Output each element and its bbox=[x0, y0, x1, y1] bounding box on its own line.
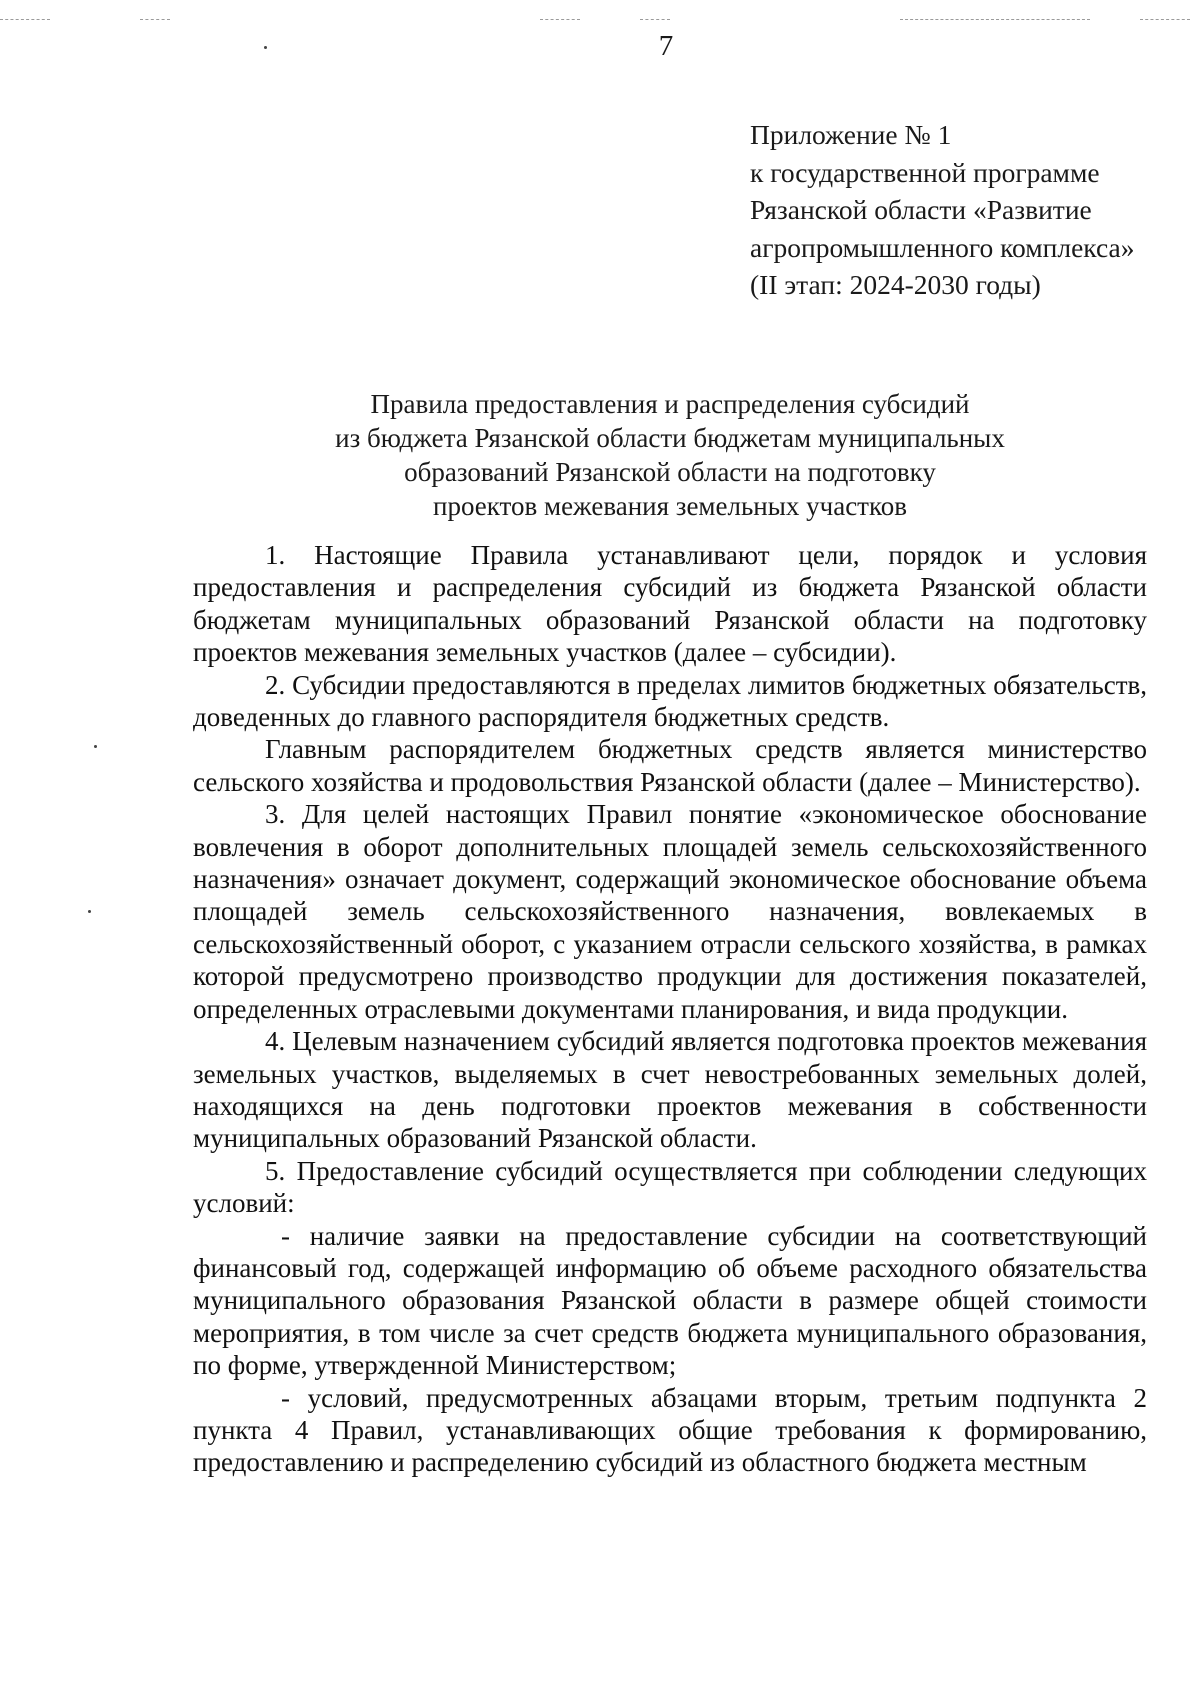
paragraph-1: 1. Настоящие Правила устанавливают цели, порядок и условия предоставления и распределения субсидий из бюджета Рязанской области бюджетам муниципальных образований Рязанской области на подготовку проектов межевания земельных участков (далее – субсидии). bbox=[193, 540, 1147, 668]
scan-speck bbox=[94, 745, 97, 748]
title-line: проектов межевания земельных участков bbox=[433, 491, 907, 521]
scan-artifact-line bbox=[1140, 19, 1190, 20]
condition-item: - условий, предусмотренных абзацами вторым, третьим подпункта 2 пункта 4 Правил, устанавливающих общие требования к формированию, предоставлению и распределению субсидий из областного бюджета местным bbox=[193, 1382, 1147, 1478]
title-line: Правила предоставления и распределения субсидий bbox=[370, 389, 970, 419]
appendix-line: Приложение № 1 bbox=[750, 119, 952, 150]
paragraph-3: 3. Для целей настоящих Правил понятие «экономическое обоснование вовлечения в оборот дополнительных площадей земель сельскохозяйственного назначения» означает документ, содержащий экономическое обоснование объема площадей земель сельскохозяйственного назначения, вовлекаемых в сельскохозяйственный оборот, с указанием отрасли сельского хозяйства, в рамках которой предусмотрено производство продукции для достижения показателей, определенных отраслевыми документами планирования, и вида продукции. bbox=[193, 799, 1147, 1024]
paragraph-5: 5. Предоставление субсидий осуществляется при соблюдении следующих условий: bbox=[193, 1155, 1147, 1219]
document-body bbox=[193, 539, 1147, 1479]
scan-artifact-line bbox=[640, 19, 670, 20]
appendix-line: Рязанской области «Развитие bbox=[750, 194, 1092, 225]
paragraph-2-continued: Главным распорядителем бюджетных средств является министерство сельского хозяйства и продовольствия Рязанской области (далее – Министерство). bbox=[193, 734, 1147, 797]
title-line: образований Рязанской области на подготовку bbox=[404, 457, 936, 487]
appendix-line: к государственной программе bbox=[750, 156, 1100, 188]
appendix-block bbox=[750, 116, 1134, 304]
document-title bbox=[190, 387, 1150, 523]
paragraph-2: 2. Субсидии предоставляются в пределах лимитов бюджетных обязательств, доведенных до главного распорядителя бюджетных средств. bbox=[193, 669, 1147, 733]
paragraph-4: 4. Целевым назначением субсидий является подготовка проектов межевания земельных участков, выделяемых в счет невостребованных земельных долей, находящихся на день подготовки проектов межевания в собственности муниципальных образований Рязанской области. bbox=[193, 1026, 1147, 1154]
page-number: 7 bbox=[658, 30, 674, 62]
condition-item: - наличие заявки на предоставление субсидии на соответствующий финансовый год, содержащей информацию об объеме расходного обязательства муниципального образования Рязанской области в размере общей стоимости мероприятия, в том числе за счет средств бюджета муниципального образования, по форме, утвержденной Министерством; bbox=[193, 1220, 1147, 1381]
scan-artifact-line bbox=[900, 19, 1090, 20]
appendix-line: (II этап: 2024-2030 годы) bbox=[750, 269, 1041, 300]
scan-artifact-line bbox=[0, 19, 50, 20]
appendix-line: агропромышленного комплекса» bbox=[750, 231, 1135, 263]
scan-artifact-line bbox=[540, 19, 580, 20]
scan-speck bbox=[88, 910, 91, 913]
title-line: из бюджета Рязанской области бюджетам муниципальных bbox=[335, 423, 1005, 453]
scan-artifact-line bbox=[140, 19, 170, 20]
